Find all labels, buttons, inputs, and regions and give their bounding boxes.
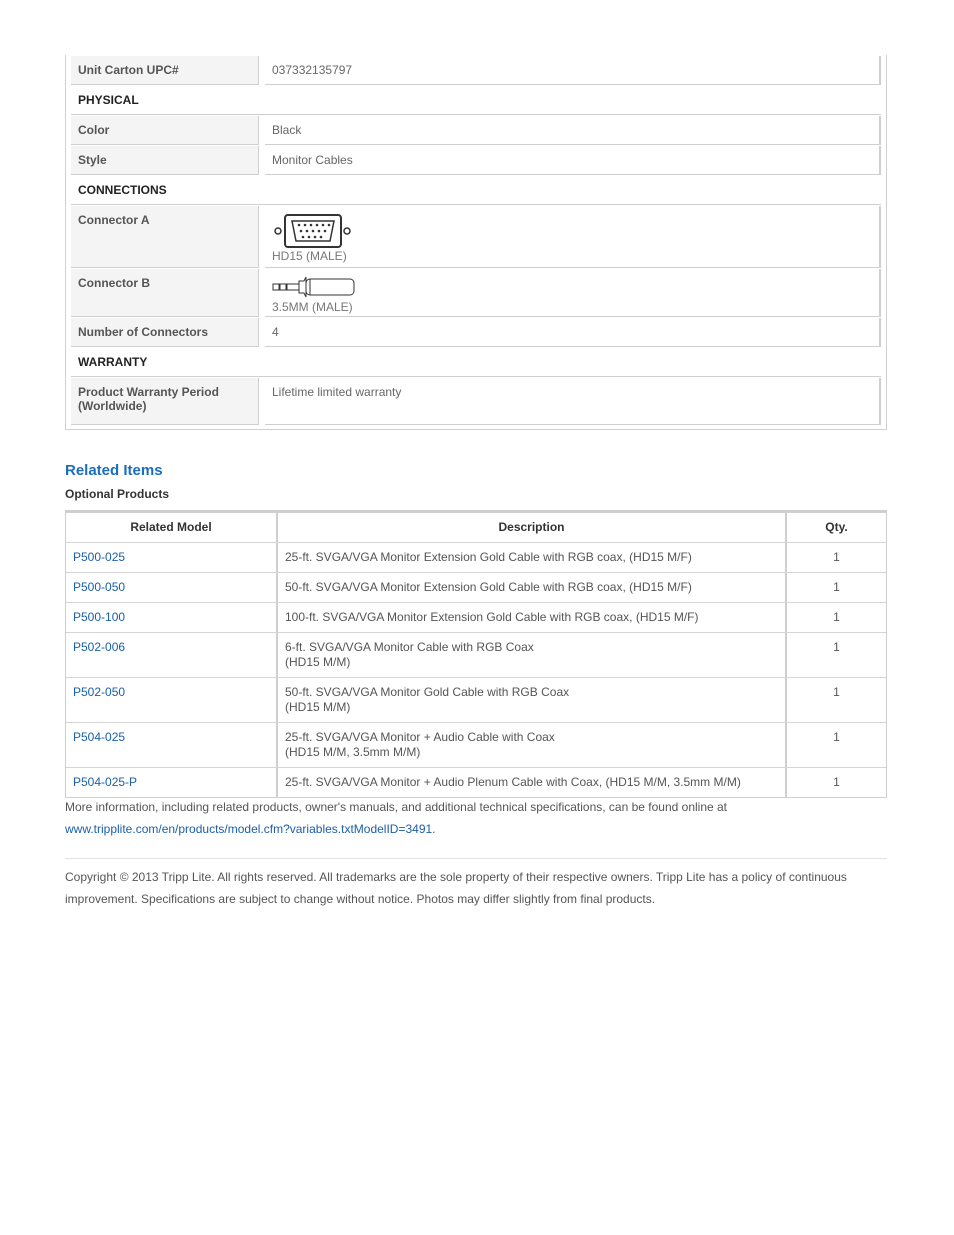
spec-value xyxy=(265,269,881,317)
table-row xyxy=(66,573,886,603)
description-line: (HD15 M/M) xyxy=(285,700,351,714)
table-row xyxy=(66,768,886,797)
qty-cell: 1 xyxy=(833,580,840,594)
spec-row-warranty xyxy=(71,378,881,425)
url-suffix: . xyxy=(432,822,436,836)
audio-plug-icon xyxy=(272,275,356,299)
section-header-connections: CONNECTIONS xyxy=(71,176,881,205)
spec-label: Unit Carton UPC# xyxy=(71,56,259,85)
description-line: 6-ft. SVGA/VGA Monitor Cable with RGB Coax xyxy=(285,640,534,654)
footer-divider xyxy=(65,858,887,859)
spec-row-style xyxy=(71,146,881,175)
model-link[interactable]: P504-025 xyxy=(73,730,126,744)
spec-value: Monitor Cables xyxy=(265,146,881,175)
spec-value: 4 xyxy=(265,318,881,347)
description-line: 50-ft. SVGA/VGA Monitor Extension Gold Cable with RGB coax, (HD15 M/F) xyxy=(285,580,692,594)
qty-cell: 1 xyxy=(833,730,840,744)
description-cell xyxy=(278,573,787,602)
spec-value xyxy=(265,206,881,268)
copyright-notice: Copyright © 2013 Tripp Lite. All rights reserved. All trademarks are the sole property of their respective owners. Tripp Lite has a policy of continuous improvement. Specifications are subject to change without notice. Photos may differ slightly from final products. xyxy=(65,870,847,906)
spec-label: Style xyxy=(71,146,259,175)
related-products-table xyxy=(65,510,887,798)
table-row xyxy=(66,678,886,723)
qty-cell: 1 xyxy=(833,610,840,624)
section-header-physical: PHYSICAL xyxy=(71,86,881,115)
description-line: (HD15 M/M) xyxy=(285,655,351,669)
spec-label: Product Warranty Period (Worldwide) xyxy=(71,378,259,425)
description-cell xyxy=(278,543,787,572)
description-cell xyxy=(278,678,787,722)
column-header: Qty. xyxy=(825,520,848,534)
table-row xyxy=(66,543,886,573)
description-line: 100-ft. SVGA/VGA Monitor Extension Gold Cable with RGB coax, (HD15 M/F) xyxy=(285,610,699,624)
qty-cell: 1 xyxy=(833,685,840,699)
spec-label: Connector A xyxy=(71,206,259,268)
table-row xyxy=(66,603,886,633)
model-link[interactable]: P504-025-P xyxy=(73,775,138,789)
description-line: 50-ft. SVGA/VGA Monitor Gold Cable with RGB Coax xyxy=(285,685,570,699)
description-line: 25-ft. SVGA/VGA Monitor + Audio Plenum Cable with Coax, (HD15 M/M, 3.5mm M/M) xyxy=(285,775,741,789)
product-url-link[interactable]: www.tripplite.com/en/products/model.cfm?variables.txtModelID=3491 xyxy=(65,822,433,836)
spec-row-color xyxy=(71,116,881,145)
vga-connector-icon xyxy=(272,212,356,250)
column-header: Related Model xyxy=(66,513,278,542)
qty-cell: 1 xyxy=(833,775,840,789)
model-link[interactable]: P502-006 xyxy=(73,640,126,654)
model-link[interactable]: P500-025 xyxy=(73,550,126,564)
section-header-warranty: WARRANTY xyxy=(71,348,881,377)
spec-row-connector-a xyxy=(71,206,881,268)
specifications-table xyxy=(65,55,887,430)
spec-value: Black xyxy=(265,116,881,145)
related-items-heading: Related Items xyxy=(65,462,163,479)
spec-row-connector-b xyxy=(71,269,881,317)
spec-value: Lifetime limited warranty xyxy=(265,378,881,425)
more-info-text: More information, including related products, owner's manuals, and additional technical specifications, can be found online at xyxy=(65,800,728,814)
description-cell xyxy=(278,768,787,797)
more-info-paragraph xyxy=(65,796,887,840)
optional-products-heading: Optional Products xyxy=(65,487,170,501)
spec-label: Number of Connectors xyxy=(71,318,259,347)
connector-a-caption: HD15 (MALE) xyxy=(272,249,347,263)
spec-row-num-connectors xyxy=(71,318,881,347)
spec-value: 037332135797 xyxy=(265,56,881,85)
description-cell xyxy=(278,603,787,632)
model-link[interactable]: P500-100 xyxy=(73,610,126,624)
qty-cell: 1 xyxy=(833,550,840,564)
description-cell xyxy=(278,633,787,677)
model-link[interactable]: P500-050 xyxy=(73,580,126,594)
table-row xyxy=(66,723,886,768)
connector-b-caption: 3.5MM (MALE) xyxy=(272,300,353,314)
spec-label: Connector B xyxy=(71,269,259,317)
model-link[interactable]: P502-050 xyxy=(73,685,126,699)
table-row xyxy=(66,633,886,678)
qty-cell: 1 xyxy=(833,640,840,654)
description-line: 25-ft. SVGA/VGA Monitor Extension Gold Cable with RGB coax, (HD15 M/F) xyxy=(285,550,692,564)
description-line: (HD15 M/M, 3.5mm M/M) xyxy=(285,745,421,759)
description-cell xyxy=(278,723,787,767)
table-header-row xyxy=(66,513,886,543)
column-header: Description xyxy=(278,513,787,542)
spec-label: Color xyxy=(71,116,259,145)
description-line: 25-ft. SVGA/VGA Monitor + Audio Cable with Coax xyxy=(285,730,555,744)
spec-row-upc xyxy=(71,56,881,85)
